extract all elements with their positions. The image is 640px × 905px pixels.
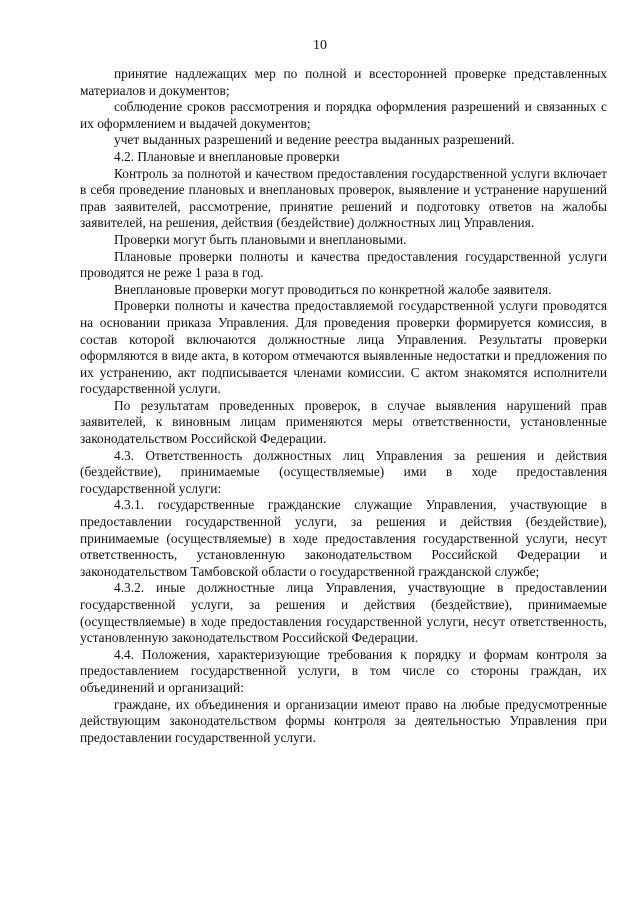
paragraph-inspection-results: По результатам проведенных проверок, в случае выявления нарушений прав заявителей, к виновным лицам применяются меры ответственности, установленные законодательством Российской Федерации. (80, 397, 607, 447)
page-number: 10 (313, 38, 327, 53)
section-heading-4-3: 4.3. Ответственность должностных лиц Управления за решения и действия (бездействие), принимаемые (осуществляемые) ими в ходе предоставления государственной услуги: (80, 447, 607, 496)
section-heading-4-2: 4.2. Плановые и внеплановые проверки (114, 148, 340, 164)
paragraph-citizen-control: граждане, их объединения и организации имеют право на любые предусмотренные действующим законодательством формы контроля за деятельностью Управления при предоставлении государственной услуги. (80, 696, 607, 745)
paragraph-4-3-1: 4.3.1. государственные гражданские служащие Управления, участвующие в предоставлении государственной услуги, за решения и действия (бездействие), принимаемые (осуществляемые) в ходе предоставления государственной услуги, несут ответственность, установленную законодательством Российской Федерации и законодательством Тамбовской области о государственной гражданской службе; (80, 497, 607, 579)
paragraph-materials-check: принятие надлежащих мер по полной и всесторонней проверке представленных материалов и документов; (80, 66, 607, 98)
paragraph-inspection-procedure: Проверки полноты и качества предоставляемой государственной услуги проводятся на основании приказа Управления. Для проведения проверки формируется комиссия, в состав которой включаются должностные лица Управления. Результаты проверки оформляются в виде акта, в котором отмечаются выявленные недостатки и предложения по их устранению, акт подписывается членами комиссии. С актом знакомятся исполнители государственной услуги. (80, 298, 607, 397)
paragraph-planned-inspections: Плановые проверки полноты и качества предоставления государственной услуги проводятся не реже 1 раза в год. (80, 248, 607, 281)
document-body (80, 66, 607, 746)
paragraph-control-scope: Контроль за полнотой и качеством предоставления государственной услуги включает в себя проведение плановых и внеплановых проверок, выявление и устранение нарушений прав заявителей, рассмотрение, принятие решений и подготовку ответов на жалобы заявителей, на решения, действия (бездействие) должностных лиц Управления. (80, 165, 607, 231)
paragraph-deadlines: соблюдение сроков рассмотрения и порядка оформления разрешений и связанных с их оформлением и выдачей документов; (80, 99, 607, 131)
paragraph-unplanned-inspections: Внеплановые проверки могут проводиться по конкретной жалобе заявителя. (114, 281, 552, 297)
paragraph-inspection-types: Проверки могут быть плановыми и внеплановыми. (114, 231, 407, 247)
paragraph-4-3-2: 4.3.2. иные должностные лица Управления, участвующие в предоставлении государственной услуги, за решения и действия (бездействие), принимаемые (осуществляемые) в ходе предоставления государственной услуги, несут ответственность, установленную законодательством Российской Федерации. (80, 580, 607, 646)
paragraph-registry: учет выданных разрешений и ведение реестра выданных разрешений. (114, 132, 515, 148)
section-heading-4-4: 4.4. Положения, характеризующие требования к порядку и формам контроля за предоставлением государственной услуги, в том числе со стороны граждан, их объединений и организаций: (80, 646, 607, 695)
